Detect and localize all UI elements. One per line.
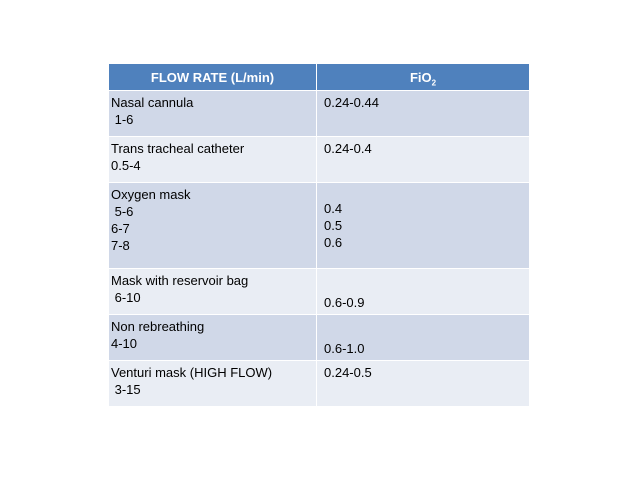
table-row [109,315,530,361]
fio2-cell [317,137,530,183]
device-name: Trans tracheal catheter [111,141,245,156]
fio2-value: 0.24-0.5 [324,365,372,380]
device-name: Nasal cannula [111,95,194,110]
fio2-cell [317,315,530,361]
flow-value: 5-6 [111,204,134,219]
table-row [109,361,530,407]
flow-value: 3-15 [111,382,141,397]
table-row [109,137,530,183]
header-fio2-main: FiO [409,69,432,85]
header-flow-rate: FLOW RATE (L/min) [109,64,317,91]
fio2-value: 0.24-0.4 [324,141,372,156]
flow-cell [109,361,317,407]
flow-value: 6-7 [111,221,130,236]
table-row [109,183,530,269]
device-name: Non rebreathing [111,319,205,334]
fio2-cell [317,361,530,407]
fio2-value: 0.24-0.44 [324,95,379,110]
device-name: Mask with reservoir bag [111,273,249,288]
flow-value: 0.5-4 [111,158,141,173]
fio2-value: 0.5 [324,218,343,233]
device-name: Oxygen mask [111,187,191,202]
table-row [109,269,530,315]
fio2-value: 0.6-0.9 [324,295,365,310]
flow-cell [109,137,317,183]
header-fio2 [317,64,530,91]
flow-value: 6-10 [111,290,141,305]
fio2-cell [317,183,530,269]
flow-value: 7-8 [111,238,130,253]
flow-cell [109,269,317,315]
flow-value: 4-10 [111,336,138,351]
fio2-value: 0.4 [324,201,343,216]
fio2-value: 0.6-1.0 [324,341,365,356]
fio2-value: 0.6 [324,235,343,250]
flow-cell [109,91,317,137]
oxygen-flow-table [108,63,530,407]
device-name: Venturi mask (HIGH FLOW) [111,365,273,380]
fio2-cell [317,91,530,137]
header-fio2-subscript: 2 [431,78,437,88]
header-row [109,64,530,91]
flow-cell [109,315,317,361]
fio2-cell [317,269,530,315]
table-row [109,91,530,137]
flow-value: 1-6 [111,112,134,127]
flow-cell [109,183,317,269]
